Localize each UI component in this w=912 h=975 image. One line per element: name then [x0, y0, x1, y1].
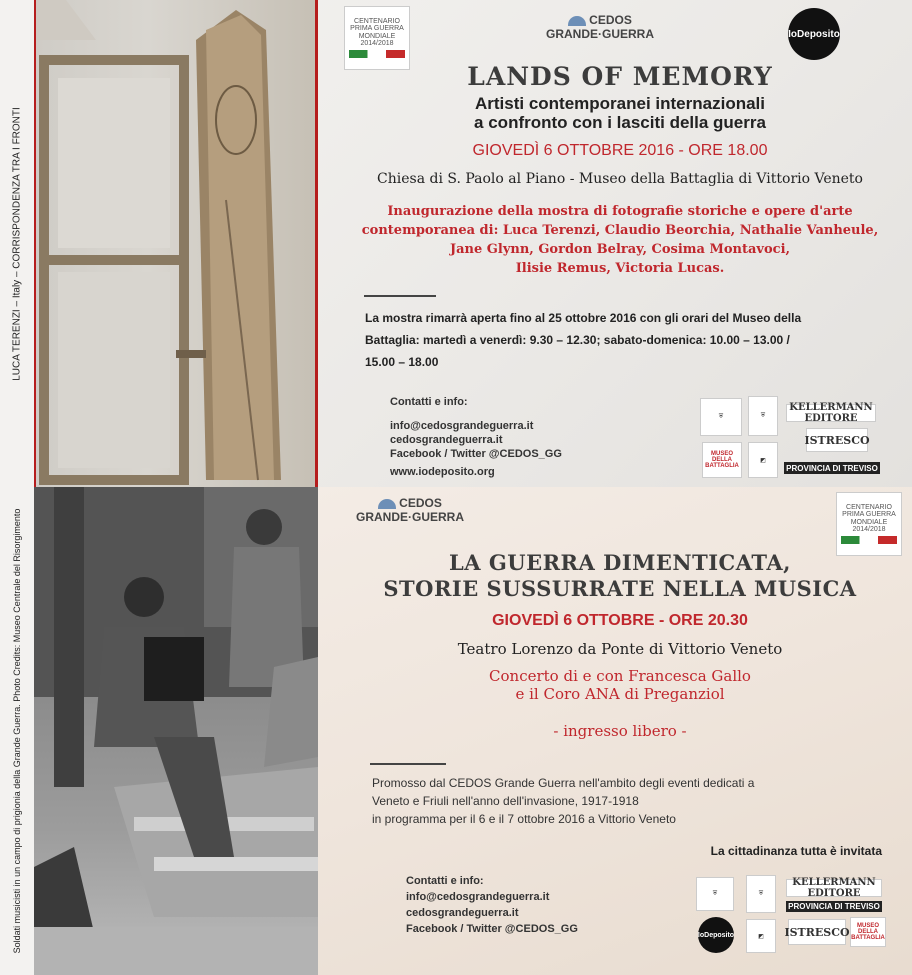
website-link[interactable]: cedosgrandeguerra.it	[390, 434, 503, 446]
side-caption-strip	[0, 487, 34, 975]
provincia-treviso-logo: PROVINCIA DI TREVISO	[786, 901, 882, 912]
concert-line: e il Coro ANA di Preganziol	[515, 685, 725, 703]
contacts-label: Contatti e info:	[390, 396, 468, 408]
event-title-line-1: LA GUERRA DIMENTICATA,	[448, 550, 791, 575]
description-line: Inaugurazione della mostra di fotografie storiche e opere d'arte	[387, 204, 853, 219]
iodeposito-logo: IoDeposito	[698, 917, 734, 953]
event-subtitle-line-2: a confronto con i lasciti della guerra	[474, 113, 766, 132]
cedos-dome-icon	[378, 499, 396, 509]
description-line: Ilisie Remus, Victoria Lucas.	[515, 261, 725, 276]
event-title	[330, 550, 910, 602]
cedos-dome-icon	[568, 16, 586, 26]
divider	[370, 763, 446, 765]
centenario-logo: CENTENARIO PRIMA GUERRA MONDIALE 2014/2018	[836, 492, 902, 556]
contacts-list	[390, 419, 562, 461]
hours-line: 15.00 – 18.00	[365, 355, 439, 369]
historical-photo	[34, 487, 318, 975]
istresco-logo: ISTRESCO	[788, 919, 846, 945]
contacts-label: Contatti e info:	[406, 875, 484, 887]
regione-logo	[748, 442, 778, 478]
crest-icon: ⛨	[758, 890, 764, 897]
website-link[interactable]: cedosgrandeguerra.it	[406, 907, 519, 919]
museo-battaglia-logo: MUSEO DELLA BATTAGLIA	[850, 917, 886, 947]
artwork-photo	[34, 0, 318, 487]
museo-battaglia-logo: MUSEO DELLA BATTAGLIA	[702, 442, 742, 478]
contacts-list	[406, 889, 578, 937]
comune-crest-logo	[700, 398, 742, 436]
description-line: Jane Glynn, Gordon Belray, Cosima Montavoci,	[449, 242, 791, 257]
exhibition-hours	[365, 307, 895, 373]
entry-note: - ingresso libero -	[553, 722, 687, 740]
event-date: GIOVEDÌ 6 OTTOBRE - ORE 20.30	[492, 612, 748, 629]
concert-line: Concerto di e con Francesca Gallo	[489, 667, 751, 685]
cedos-logo: CEDOS GRANDE·GUERRA	[356, 496, 464, 524]
photo-credit-caption: LUCA TERENZI – Italy – CORRISPONDENZA TRA I FRONTI	[11, 106, 23, 381]
event-title-line-2: STORIE SUSSURRATE NELLA MUSICA	[383, 576, 857, 601]
concert-info	[330, 667, 910, 703]
istresco-logo: ISTRESCO	[806, 428, 868, 452]
shield-icon: ◩	[758, 933, 764, 940]
promo-text	[372, 774, 892, 828]
event-venue: Chiesa di S. Paolo al Piano - Museo della Battaglia di Vittorio Veneto	[377, 171, 863, 187]
cedos-logo: CEDOS GRANDE·GUERRA	[546, 13, 654, 41]
lands-of-memory-flyer	[0, 0, 912, 487]
wooden-sculpture-image	[36, 0, 320, 487]
event-venue: Teatro Lorenzo da Ponte di Vittorio Veneto	[457, 640, 783, 658]
photo-credit-caption: Soldati musicisti in un campo di prigionia della Grande Guerra. Photo Credits: Museo Centrale del Risorgimento	[12, 508, 22, 954]
iodeposito-logo: IoDeposito	[788, 8, 840, 60]
provincia-treviso-logo: PROVINCIA DI TREVISO	[784, 462, 880, 474]
kellermann-logo: KELLERMANN EDITORE	[786, 404, 876, 422]
hours-line: La mostra rimarrà aperta fino al 25 ottobre 2016 con gli orari del Museo della	[365, 311, 802, 325]
comune-crest-logo	[696, 877, 734, 911]
social-handle[interactable]: Facebook / Twitter @CEDOS_GG	[406, 923, 578, 935]
crest-icon: ⛨	[712, 890, 718, 897]
comune-crest-logo-2	[748, 396, 778, 436]
divider	[364, 295, 436, 297]
crest-icon: ⛨	[718, 413, 724, 420]
promo-line: Veneto e Friuli nell'anno dell'invasione, 1917-1918	[372, 794, 639, 808]
email-link[interactable]: info@cedosgrandeguerra.it	[390, 420, 534, 432]
exhibition-description	[330, 202, 910, 278]
event-subtitle-line-1: Artisti contemporanei internazionali	[475, 94, 765, 113]
event-title: LANDS OF MEMORY	[467, 62, 773, 91]
hours-line: Battaglia: martedì a venerdì: 9.30 – 12.30; sabato-domenica: 10.00 – 13.00 /	[365, 333, 790, 347]
soldiers-musicians-image	[34, 487, 318, 975]
invitation-note: La cittadinanza tutta è invitata	[710, 844, 882, 858]
event-date: GIOVEDÌ 6 OTTOBRE 2016 - ORE 18.00	[472, 142, 768, 159]
description-line: contemporanea di: Luca Terenzi, Claudio Beorchia, Nathalie Vanheule,	[361, 223, 879, 238]
promo-line: in programma per il 6 e il 7 ottobre 2016 a Vittorio Veneto	[372, 812, 676, 826]
shield-icon: ◩	[760, 457, 766, 464]
email-link[interactable]: info@cedosgrandeguerra.it	[406, 891, 550, 903]
centenario-logo: CENTENARIO PRIMA GUERRA MONDIALE 2014/2018	[344, 6, 410, 70]
side-caption-strip	[0, 0, 34, 487]
guerra-dimenticata-flyer	[0, 487, 912, 975]
crest-icon: ⛨	[760, 412, 766, 419]
social-handle[interactable]: Facebook / Twitter @CEDOS_GG	[390, 448, 562, 460]
kellermann-logo: KELLERMANN EDITORE	[786, 879, 882, 897]
promo-line: Promosso dal CEDOS Grande Guerra nell'ambito degli eventi dedicati a	[372, 776, 755, 790]
regione-logo	[746, 919, 776, 953]
comune-crest-logo-2	[746, 875, 776, 913]
iodeposito-website-link[interactable]: www.iodeposito.org	[390, 466, 495, 478]
